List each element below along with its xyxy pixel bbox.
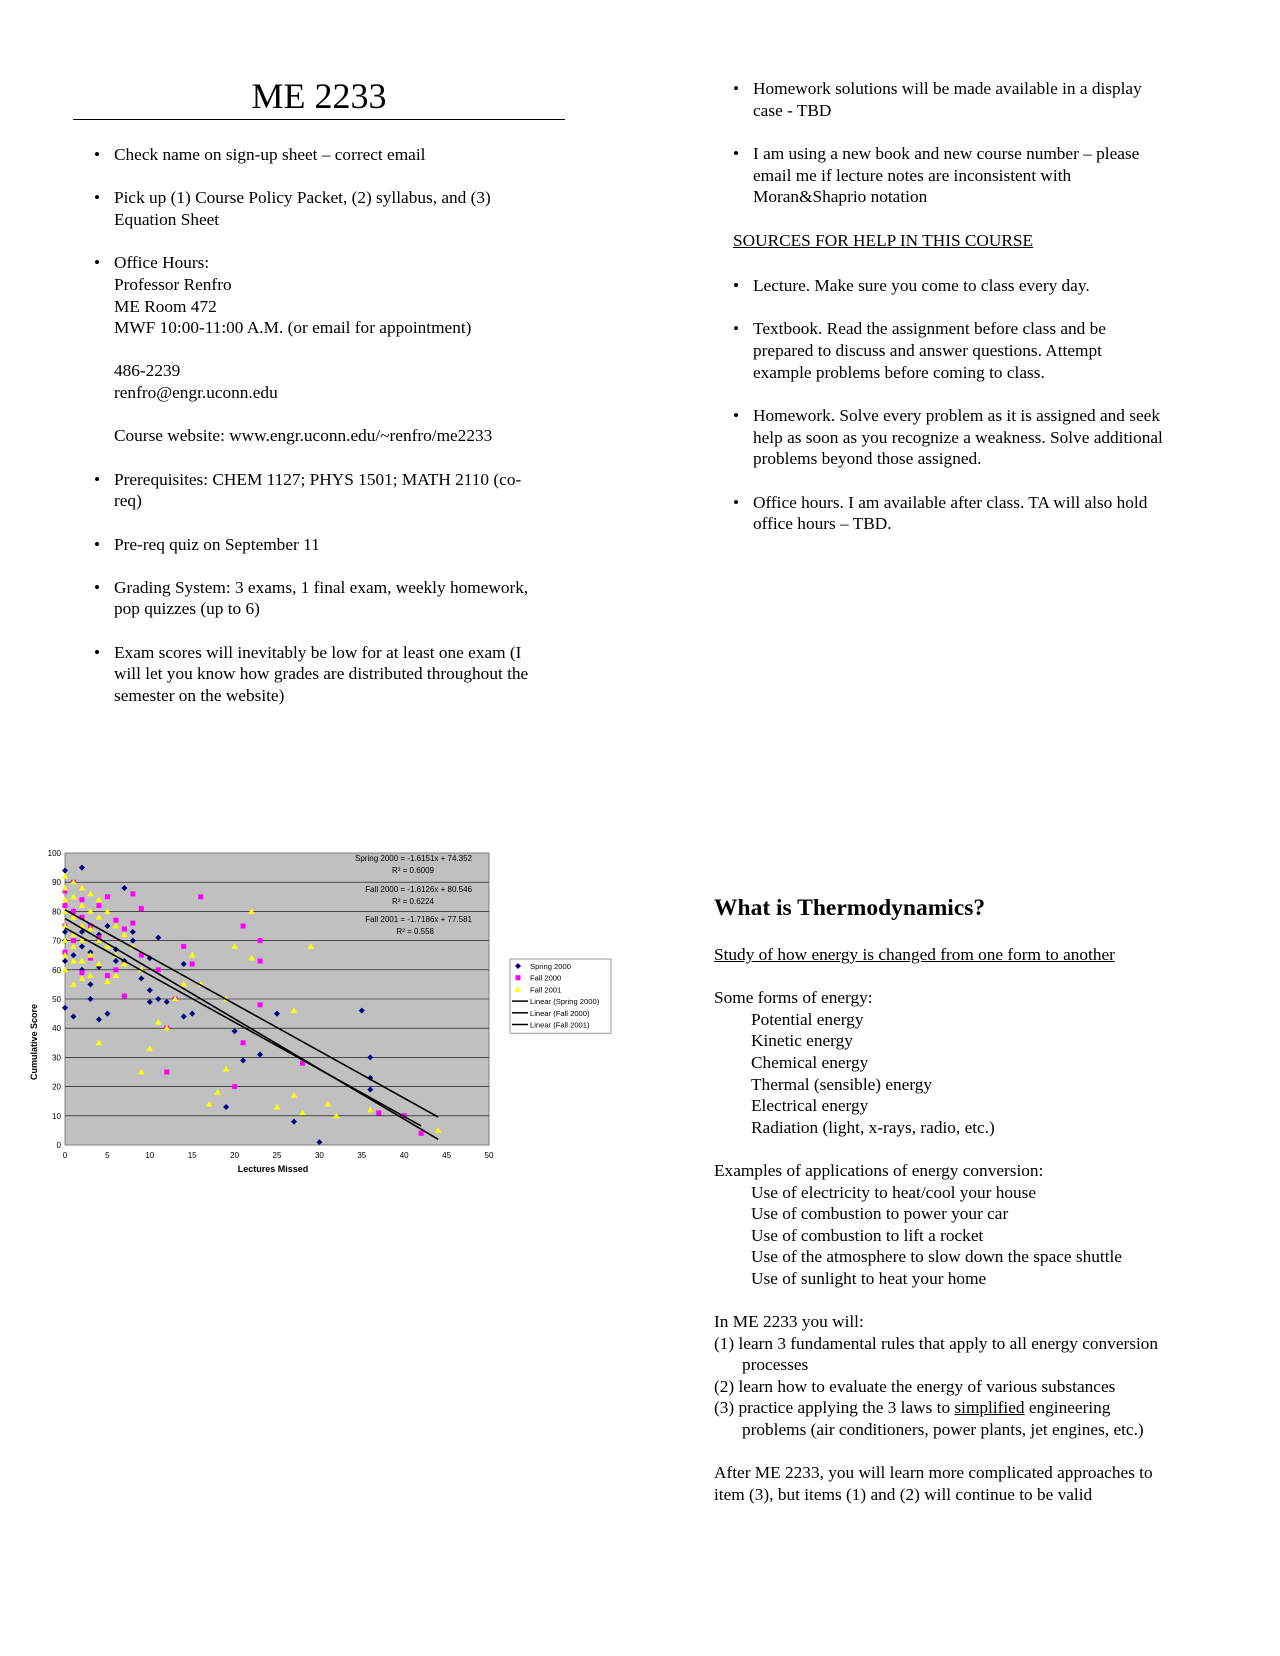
list-item [94, 469, 574, 512]
chart-legend [510, 959, 611, 1033]
sources-heading: SOURCES FOR HELP IN THIS COURSE [733, 231, 1034, 250]
bullet-icon: • [94, 253, 101, 273]
list-item-line: prepared to discuss and answer questions. Attempt [753, 340, 1102, 360]
list-item [94, 144, 574, 166]
list-item-line: Exam scores will inevitably be low for at least one exam (I [114, 642, 522, 662]
goal-3-pre: (3) practice applying the 3 laws to [714, 1398, 955, 1418]
y-axis-label: Cumulative Score [29, 1003, 39, 1081]
list-item-line: case - TBD [753, 100, 832, 120]
list-item-line: Course website: www.engr.uconn.edu/~renfro/me2233 [114, 426, 493, 446]
list-item [94, 534, 574, 556]
list-item-line: email me if lecture notes are inconsistent with [753, 165, 1072, 185]
list-item-line: renfro@engr.uconn.edu [114, 382, 278, 402]
examples-intro: Examples of applications of energy conversion: [714, 1160, 1044, 1180]
y-tick-label: 20 [52, 1082, 61, 1092]
data-point [79, 897, 84, 902]
x-tick-label: 30 [314, 1151, 324, 1160]
list-item-line: MWF 10:00-11:00 A.M. (or email for appointment) [114, 318, 472, 338]
r2-spring-2000: R² = 0.6009 [391, 866, 434, 875]
list-item [733, 492, 1213, 535]
example-item: Use of the atmosphere to slow down the space shuttle [751, 1247, 1122, 1267]
x-tick-label: 40 [399, 1151, 409, 1160]
goal-3-cont: problems (air conditioners, power plants, jet engines, etc.) [742, 1420, 1144, 1440]
list-item-line: Professor Renfro [114, 274, 232, 294]
y-tick-label: 40 [52, 1024, 61, 1034]
list-item-line [114, 339, 574, 361]
legend-label: Linear (Fall 2000) [530, 1008, 590, 1018]
list-item [94, 577, 574, 620]
energy-form: Electrical energy [751, 1096, 869, 1116]
r2-fall-2001: R² = 0.558 [396, 927, 434, 936]
list-item [733, 78, 1213, 121]
bullet-icon: • [733, 319, 740, 339]
data-point [105, 894, 110, 899]
list-item-line: Textbook. Read the assignment before class and be [753, 319, 1106, 339]
data-point [376, 1110, 381, 1115]
list-item-line: Homework solutions will be made available in a display [753, 79, 1142, 98]
energy-forms-list [714, 1009, 1234, 1139]
example-item: Use of sunlight to heat your home [751, 1268, 987, 1288]
goal-3-underlined: simplified [954, 1398, 1025, 1418]
data-point [113, 918, 118, 923]
list-item-line: Office hours. I am available after class. TA will also hold [753, 492, 1148, 512]
data-point [79, 970, 84, 975]
list-item-line: Check name on sign-up sheet – correct email [114, 145, 426, 164]
x-tick-label: 50 [484, 1151, 494, 1160]
list-item-line: I am using a new book and new course number – please [753, 143, 1140, 163]
data-point [190, 961, 195, 966]
equation-fall-2000: Fall 2000 = -1.6126x + 80.546 [365, 885, 472, 894]
section-heading: What is Thermodynamics? [714, 895, 986, 921]
legend-label: Fall 2000 [530, 973, 562, 983]
definition: Study of how energy is changed from one form to another [714, 945, 1115, 964]
list-item-line: example problems before coming to class. [753, 362, 1045, 382]
page-title: ME 2233 [251, 76, 387, 116]
thermodynamics-section [714, 894, 1234, 1505]
data-point [122, 926, 127, 931]
goal-2: (2) learn how to evaluate the energy of various substances [714, 1376, 1116, 1396]
list-item [733, 318, 1213, 383]
bullet-icon: • [733, 143, 740, 163]
y-tick-label: 10 [52, 1111, 61, 1121]
list-item-line: Grading System: 3 exams, 1 final exam, weekly homework, [114, 577, 529, 597]
data-point [130, 891, 135, 896]
list-item [94, 642, 574, 707]
y-tick-label: 60 [52, 965, 61, 975]
x-tick-label: 15 [187, 1151, 197, 1160]
goal-3 [714, 1397, 1234, 1419]
bullet-icon: • [733, 405, 740, 425]
example-item: Use of electricity to heat/cool your house [751, 1182, 1037, 1202]
energy-form: Potential energy [751, 1009, 864, 1029]
list-item-line: Pick up (1) Course Policy Packet, (2) syllabus, and (3) [114, 188, 491, 208]
after-course-2: item (3), but items (1) and (2) will continue to be valid [714, 1484, 1093, 1504]
goal-1: (1) learn 3 fundamental rules that apply to all energy conversion [714, 1333, 1159, 1353]
list-item-line: office hours – TBD. [753, 514, 892, 534]
energy-form: Kinetic energy [751, 1031, 853, 1051]
data-point [71, 938, 76, 943]
x-tick-label: 0 [62, 1151, 68, 1160]
bullet-icon: • [94, 577, 101, 597]
data-point [181, 944, 186, 949]
bullet-icon: • [733, 276, 740, 295]
legend-label: Linear (Spring 2000) [530, 997, 600, 1007]
y-tick-label: 50 [52, 995, 61, 1004]
y-tick-label: 90 [52, 878, 61, 888]
data-point [198, 894, 203, 899]
list-item-line: req) [114, 491, 142, 511]
data-point [96, 903, 101, 908]
list-item-line: Pre-req quiz on September 11 [114, 534, 320, 554]
y-tick-label: 0 [56, 1141, 61, 1150]
attendance-chart [28, 848, 618, 1188]
list-item-line: 486-2239 [114, 361, 181, 381]
data-point [419, 1131, 424, 1136]
data-point [139, 906, 144, 911]
y-tick-label: 80 [52, 907, 61, 917]
data-point [241, 1040, 246, 1045]
list-item-line: ME Room 472 [114, 296, 217, 316]
bullet-icon: • [94, 188, 101, 208]
x-tick-label: 5 [105, 1151, 110, 1160]
y-tick-label: 70 [52, 936, 61, 946]
data-point [105, 973, 110, 978]
list-item-line: Prerequisites: CHEM 1127; PHYS 1501; MATH 2110 (co- [114, 469, 522, 489]
list-item-line: pop quizzes (up to 6) [114, 599, 260, 619]
forms-intro: Some forms of energy: [714, 988, 873, 1008]
list-item-line: help as soon as you recognize a weakness. Solve additional [753, 427, 1163, 447]
bullet-icon: • [94, 642, 101, 662]
list-item-line: will let you know how grades are distributed throughout the [114, 664, 529, 684]
goal-3-post: engineering [1024, 1398, 1111, 1418]
energy-form: Radiation (light, x-rays, radio, etc.) [751, 1117, 995, 1137]
bullet-icon: • [94, 145, 101, 164]
list-item-line: semester on the website) [114, 686, 285, 706]
data-point [258, 959, 263, 964]
x-tick-label: 35 [357, 1151, 367, 1160]
example-item: Use of combustion to lift a rocket [751, 1225, 984, 1245]
goal-1-cont: processes [742, 1355, 809, 1375]
examples-list [714, 1182, 1234, 1290]
data-point [516, 975, 521, 980]
help-sources-list [733, 275, 1213, 535]
data-point [258, 1002, 263, 1007]
data-point [122, 994, 127, 999]
list-item-line: Equation Sheet [114, 209, 220, 229]
x-tick-label: 10 [145, 1151, 155, 1160]
example-item: Use of combustion to power your car [751, 1204, 1009, 1224]
legend-label: Fall 2001 [530, 985, 562, 995]
energy-form: Thermal (sensible) energy [751, 1074, 933, 1094]
data-point [232, 1084, 237, 1089]
data-point [241, 924, 246, 929]
course-intro: In ME 2233 you will: [714, 1312, 864, 1332]
data-point [130, 921, 135, 926]
bullet-icon: • [733, 79, 740, 98]
data-point [156, 967, 161, 972]
list-item-line: Lecture. Make sure you come to class every day. [753, 276, 1090, 295]
data-point [63, 903, 68, 908]
list-item [733, 275, 1213, 297]
bullet-icon: • [94, 469, 101, 489]
data-point [258, 938, 263, 943]
energy-form: Chemical energy [751, 1052, 869, 1072]
bullet-icon: • [733, 492, 740, 512]
equation-spring-2000: Spring 2000 = -1.6151x + 74.352 [355, 854, 472, 863]
x-tick-label: 45 [442, 1151, 452, 1160]
x-axis-label: Lectures Missed [237, 1164, 309, 1174]
list-item [94, 252, 574, 446]
title-rule [73, 119, 565, 120]
y-tick-label: 100 [47, 849, 61, 858]
announcements-list [733, 78, 1213, 208]
r2-fall-2000: R² = 0.6224 [391, 897, 434, 906]
list-item [94, 187, 574, 230]
list-item-line: Office Hours: [114, 253, 210, 273]
data-point [164, 1070, 169, 1075]
list-item-line: Moran&Shaprio notation [753, 187, 928, 207]
list-item-line: Homework. Solve every problem as it is assigned and seek [753, 405, 1160, 425]
course-info-list [94, 144, 574, 707]
x-tick-label: 25 [272, 1151, 282, 1160]
after-course-1: After ME 2233, you will learn more complicated approaches to [714, 1463, 1153, 1483]
legend-label: Linear (Fall 2001) [530, 1020, 590, 1030]
list-item-line [114, 404, 574, 426]
legend-label: Spring 2000 [530, 962, 571, 971]
x-tick-label: 20 [230, 1151, 240, 1160]
data-point [113, 967, 118, 972]
y-tick-label: 30 [52, 1053, 61, 1063]
list-item [733, 405, 1213, 470]
equation-fall-2001: Fall 2001 = -1.7186x + 77.581 [365, 915, 472, 924]
list-item [733, 143, 1213, 208]
list-item-line: problems beyond those assigned. [753, 449, 982, 469]
bullet-icon: • [94, 534, 101, 554]
